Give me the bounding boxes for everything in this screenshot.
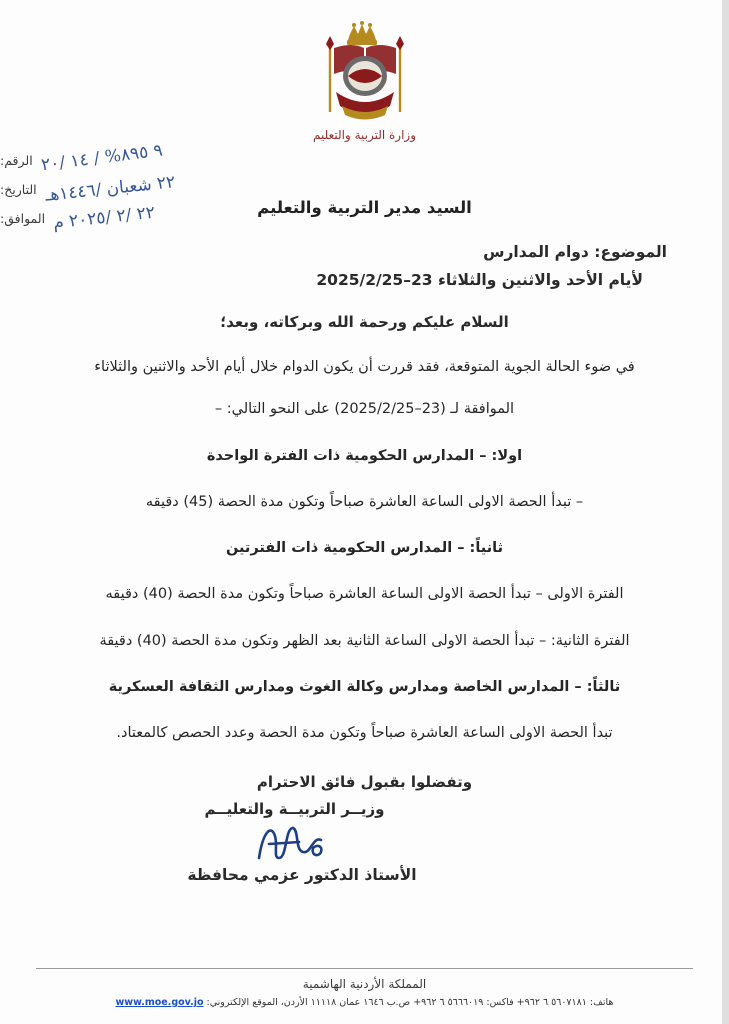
addressee-line: السيد مدير التربية والتعليم	[257, 198, 472, 217]
footer-divider	[36, 968, 693, 969]
ministry-name-logo: وزارة التربية والتعليم	[312, 128, 417, 142]
reference-gregorian-value: ٢٢ /٢ /٢٠٢٥ م	[52, 202, 156, 234]
reference-number-label: الرقم:	[0, 153, 33, 168]
reference-gregorian-label: الموافق:	[0, 211, 46, 226]
kingdom-name: المملكة الأردنية الهاشمية	[302, 977, 427, 991]
reference-hijri-label: التاريخ:	[0, 182, 37, 197]
signatory-title: وزيــر التربيــة والتعليــم	[204, 800, 385, 818]
section-two-title: ثانياً: – المدارس الحكومية ذات الفترتين	[225, 540, 504, 557]
handwritten-signature-icon	[0, 818, 579, 866]
closing-line: وتفضلوا بقبول فائق الاحترام	[256, 773, 473, 792]
signature-block	[0, 800, 729, 884]
letter-body	[42, 198, 687, 791]
subject-line: الموضوع: دوام المدارس	[483, 243, 667, 261]
reference-number-value: ٩ ٨٩٥% / ١٤ /٢٠	[39, 140, 164, 176]
signatory-name: الأستاذ الدكتور عزمي محافظة	[187, 866, 417, 884]
intro-paragraph-1: في ضوء الحالة الجوية المتوقعة، فقد قررت أن يكون الدوام خلال أيام الأحد والاثنين والثلاثاء	[94, 359, 635, 375]
greeting-line: السلام عليكم ورحمة الله وبركاته، وبعد؛	[220, 313, 509, 331]
ministry-website-link[interactable]: www.moe.gov.jo	[115, 997, 204, 1008]
section-one-text: – تبدأ الحصة الاولى الساعة العاشرة صباحاً وتكون مدة الحصة (45) دقيقه	[145, 493, 584, 510]
reference-number-row	[0, 140, 695, 176]
section-two-text-2: الفترة الثانية: – تبدأ الحصة الاولى الساعة الثانية بعد الظهر وتكون مدة الحصة (40) دقيقة	[99, 632, 630, 649]
section-three-text: تبدأ الحصة الاولى الساعة العاشرة صباحاً وتكون مدة الحصة وعدد الحصص كالمعتاد.	[116, 725, 613, 742]
letterhead	[0, 14, 729, 142]
intro-paragraph-2: الموافقة لـ (23–2025/2/25) على النحو التالي: –	[214, 401, 515, 418]
reference-hijri-value: ٢٢ شعبان /١٤٤٦هـ	[43, 172, 176, 206]
section-one-title: اولا: – المدارس الحكومية ذات الفترة الواحدة	[206, 447, 523, 464]
jordan-coat-of-arms-icon	[306, 14, 424, 126]
footer-contact-text: هاتف: ٥٦٠٧١٨١ ٦ ٩٦٢+ فاكس: ٥٦٦٦٠١٩ ٦ ٩٦٢+ ص.ب ١٦٤٦ عمان ١١١١٨ الأردن، الموقع الإلكتروني:	[206, 997, 614, 1008]
section-three-title: ثالثاً: – المدارس الخاصة ومدارس وكالة الغوث ومدارس الثقافة العسكرية	[108, 678, 621, 695]
footer-contact-line	[36, 997, 693, 1008]
subject-dates-line: لأيام الأحد والاثنين والثلاثاء 23–2025/2/25	[316, 271, 643, 289]
section-two-text-1: الفترة الاولى – تبدأ الحصة الاولى الساعة العاشرة صباحاً وتكون مدة الحصة (40) دقيقه	[105, 586, 624, 603]
reference-hijri-row	[0, 172, 695, 206]
page-footer	[36, 968, 693, 1008]
